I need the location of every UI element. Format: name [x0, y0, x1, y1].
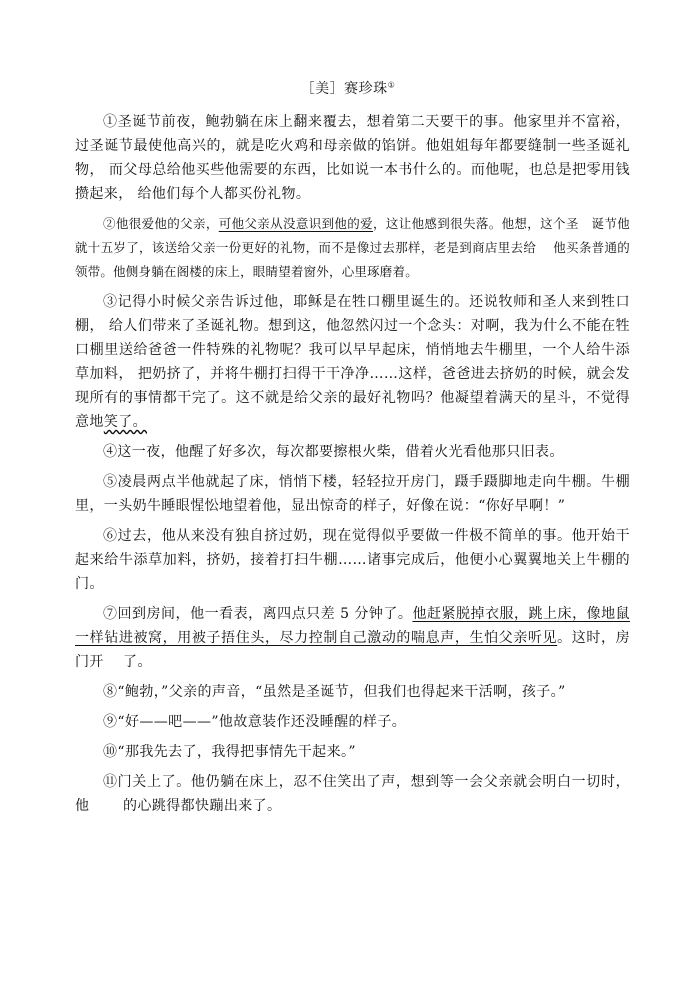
paragraph-text: 过去，他从来没有独自挤过奶，现在觉得似乎要做一件极不简单的事。他开始干起来给牛添草加料，挤奶，接着打扫牛棚……诸事完成后，他便小心翼翼地关上牛棚的门。 — [75, 528, 631, 592]
paragraph-text: 凌晨两点半他就起了床，悄悄下楼，轻轻拉开房门，蹑手蹑脚地走向牛棚。牛棚里，一头奶牛睡眼惺忪地望着他，显出惊奇的样子，好像在说：“你好早啊！” — [75, 474, 631, 514]
paragraph-10 — [75, 740, 630, 764]
paragraph-4 — [75, 440, 630, 464]
paragraph-6 — [75, 524, 630, 596]
paragraph-text: “好——吧——”他故意装作还没睡醒的样子。 — [117, 714, 407, 730]
paragraph-7 — [75, 602, 630, 674]
paragraph-text: 回到房间，他一看表，离四点只差 5 分钟了。 — [117, 606, 413, 622]
article-body — [75, 110, 630, 818]
paragraph-2 — [75, 212, 630, 284]
paragraph-text: 这一夜，他醒了好多次，每次都要擦根火柴，借着火光看他那只旧表。 — [117, 444, 564, 460]
footnote-marker: ① — [387, 80, 396, 90]
paragraph-number: ① — [103, 114, 118, 130]
wavy-underlined-text: 笑了。 — [103, 414, 148, 430]
paragraph-number: ⑥ — [103, 528, 118, 544]
paragraph-text: “那我先去了，我得把事情先干起来。” — [117, 744, 356, 760]
paragraph-number: ⑪ — [103, 774, 118, 790]
paragraph-1 — [75, 110, 630, 206]
paragraph-text: 门关上了。他仍躺在床上，忍不住笑出了声，想到等一会父亲就会明白一切时，他 的心跳得都快蹦出来了。 — [75, 774, 631, 814]
paragraph-number: ⑧ — [103, 684, 118, 700]
author-name: ［美］赛珍珠 — [300, 81, 388, 97]
paragraph-text: 圣诞节前夜，鲍勃躺在床上翻来覆去，想着第二天要干的事。他家里并不富裕，过圣诞节最使他高兴的，就是吃火鸡和母亲做的馅饼。他姐姐每年都要缝制一些圣诞礼物， 而父母总给他买些他需要的东西，比如说一本书什么的。而他呢，也总是把零用钱攒起来， 给他们每个人都买份礼物。 — [75, 114, 631, 202]
paragraph-number: ⑨ — [103, 714, 118, 730]
paragraph-text: 他很爱他的父亲， — [115, 216, 219, 231]
underlined-sentence: 他赶紧脱掉衣服，跳上床，像地鼠一样钻进被窝，用被子捂住头，尽力控制自己激动的喘息声，生怕父亲听见 — [75, 606, 631, 646]
paragraph-number: ⑤ — [103, 474, 118, 490]
paragraph-8 — [75, 680, 630, 704]
paragraph-number: ⑩ — [103, 744, 118, 760]
paragraph-5 — [75, 470, 630, 518]
paragraph-number: ② — [103, 216, 116, 231]
underlined-sentence: 可他父亲从没意识到他的爱 — [218, 216, 373, 231]
paragraph-3 — [75, 290, 630, 434]
paragraph-text: 记得小时候父亲告诉过他，耶稣是在牲口棚里诞生的。还说牧师和圣人来到牲口棚， 给人们带来了圣诞礼物。想到这，他忽然闪过一个念头：对啊，我为什么不能在牲口棚里送给爸爸一件特殊的礼物呢？我可以早早起床，悄悄地去牛棚里，一个人给牛添草加料， 把奶挤了，并将牛棚打扫得干干净净……这样，爸爸进去挤奶的时候，就会发现所有的事情都干完了。这不就是给父亲的最好礼物吗？他凝望着满天的星斗，不觉得意地 — [75, 294, 631, 430]
paragraph-number: ③ — [103, 294, 118, 310]
paragraph-11 — [75, 770, 630, 818]
paragraph-text: “鲍勃，”父亲的声音，“虽然是圣诞节，但我们也得起来干活啊，孩子。” — [117, 684, 566, 700]
paragraph-text: ，这让他感到很失落。他想，这个圣 诞节他就十五岁了，该送给父亲一份更好的礼物，而不是像过去那样，老是到商店里去给 他买条普通的领带。他侧身躺在阁楼的床上，眼睛望着窗外，心里琢磨着。 — [75, 216, 630, 279]
paragraph-9 — [75, 710, 630, 734]
article-author-line — [0, 80, 696, 98]
paragraph-number: ⑦ — [103, 606, 118, 622]
paragraph-number: ④ — [103, 444, 118, 460]
paragraph-text: 。这时，房门开 了。 — [75, 630, 630, 670]
